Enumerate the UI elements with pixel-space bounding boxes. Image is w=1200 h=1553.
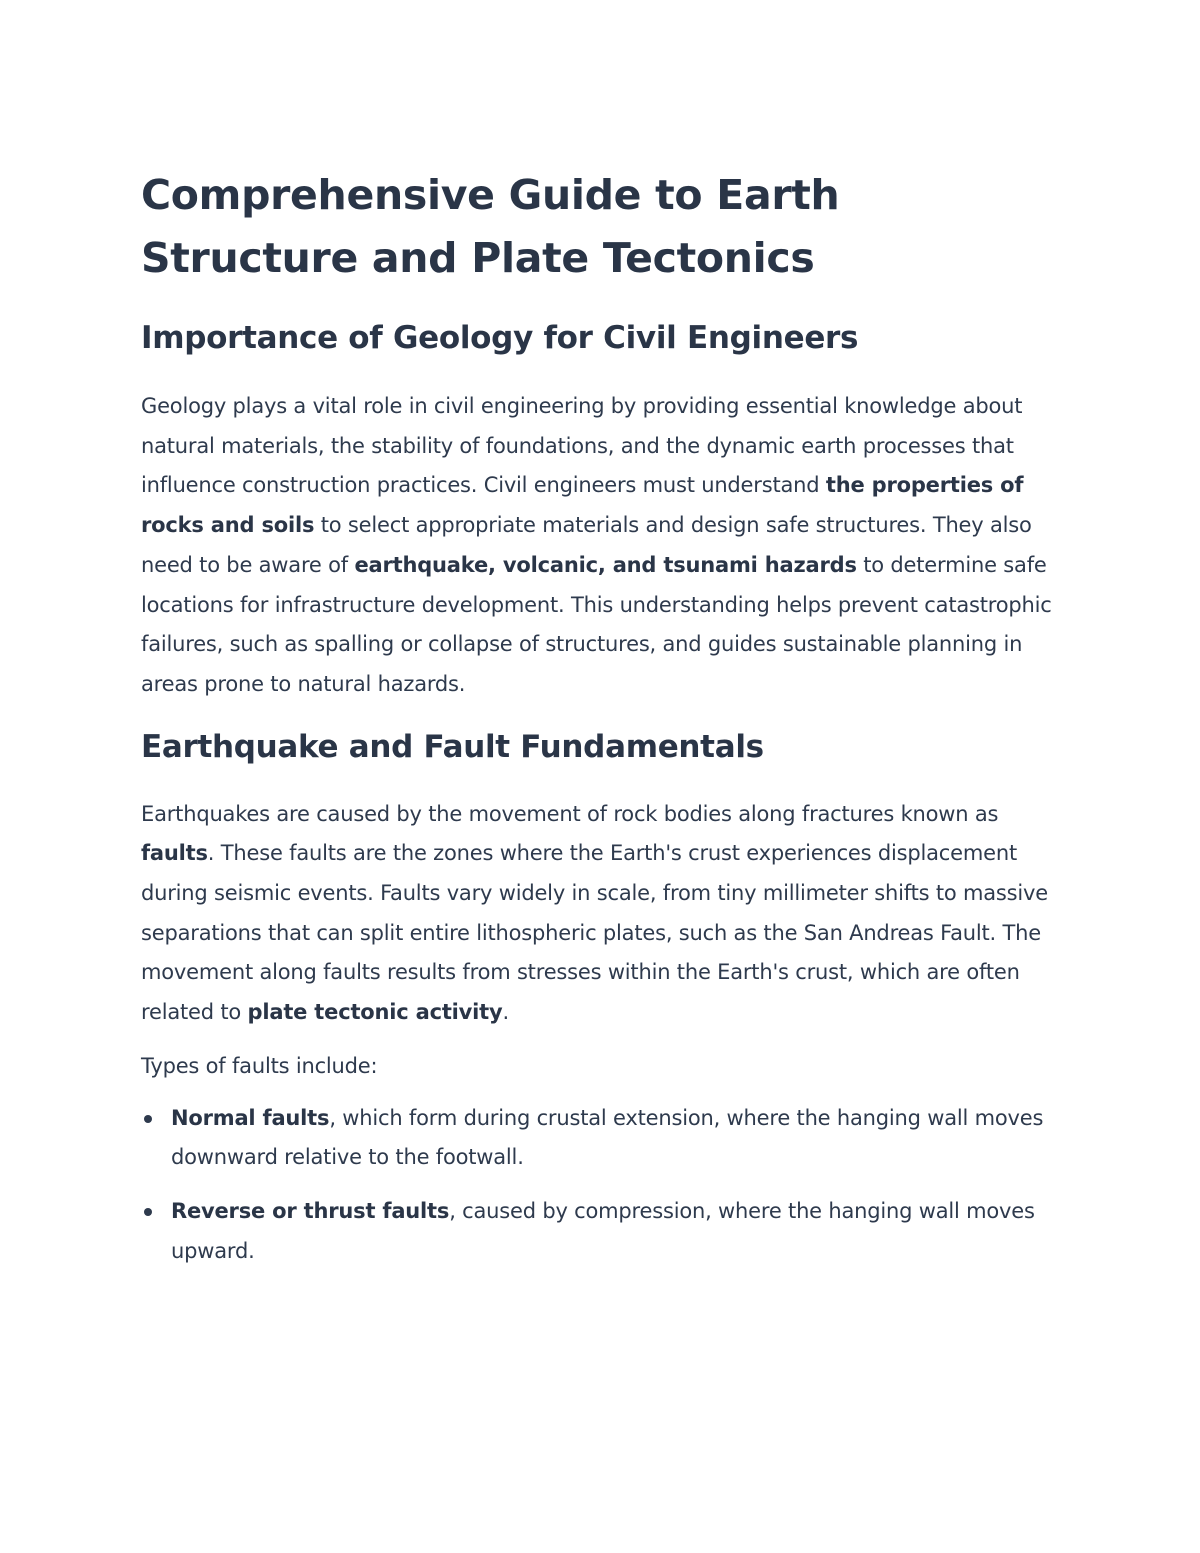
paragraph-text: Geology plays a vital role in civil engineering by providing essential knowledge about natural materials, the stability of foundations, and the dynamic earth processes that influence construction practices. Civil engineers must understand — [141, 394, 1023, 498]
paragraph-text: Earthquakes are caused by the movement of rock bodies along fractures known as — [141, 801, 999, 826]
paragraph-text: . These faults are the zones where the Earth's crust experiences displacement during seismic events. Faults vary widely in scale, from tiny millimeter shifts to massive separations that can split entire lithospheric plates, such as the San Andreas Fault. The movement along faults results from stresses within the Earth's crust, which are often related to — [141, 841, 1048, 1025]
fault-types-intro: Types of faults include: — [141, 1053, 378, 1078]
emphasis-plate-tectonic-activity: plate tectonic activity — [247, 1000, 503, 1025]
emphasis-faults: faults — [141, 841, 208, 866]
earthquake-faults-paragraph — [141, 795, 1070, 1033]
list-item — [141, 1192, 1070, 1271]
section-heading-geology-importance: Importance of Geology for Civil Engineers — [141, 320, 859, 356]
geology-importance-paragraph — [141, 387, 1070, 705]
paragraph-text: to determine safe locations for infrastructure development. This understanding helps prevent catastrophic failures, such as spalling or collapse of structures, and guides sustainable planning in areas prone to natural hazards. — [141, 552, 1052, 696]
list-item — [141, 1099, 1070, 1178]
page-title: Comprehensive Guide to Earth Structure and Plate Tectonics — [141, 171, 840, 282]
bullet-icon — [144, 1208, 152, 1216]
paragraph-text: to select appropriate materials and design safe structures. They also need to be aware of — [141, 513, 1032, 577]
bullet-icon — [144, 1115, 152, 1123]
emphasis-rocks-soils: the properties of rocks and soils — [141, 473, 1024, 538]
fault-types-list — [141, 1099, 1070, 1272]
emphasis-hazards: earthquake, volcanic, and tsunami hazards — [354, 552, 857, 577]
fault-type-description: , caused by compression, where the hanging wall moves upward. — [171, 1198, 1035, 1263]
paragraph-text: . — [502, 1000, 509, 1025]
section-heading-earthquake-faults: Earthquake and Fault Fundamentals — [141, 728, 764, 765]
fault-type-name: Reverse or thrust faults — [171, 1198, 450, 1223]
fault-type-name: Normal faults — [171, 1105, 330, 1130]
fault-type-description: , which form during crustal extension, where the hanging wall moves downward relative to the footwall. — [171, 1105, 1044, 1170]
